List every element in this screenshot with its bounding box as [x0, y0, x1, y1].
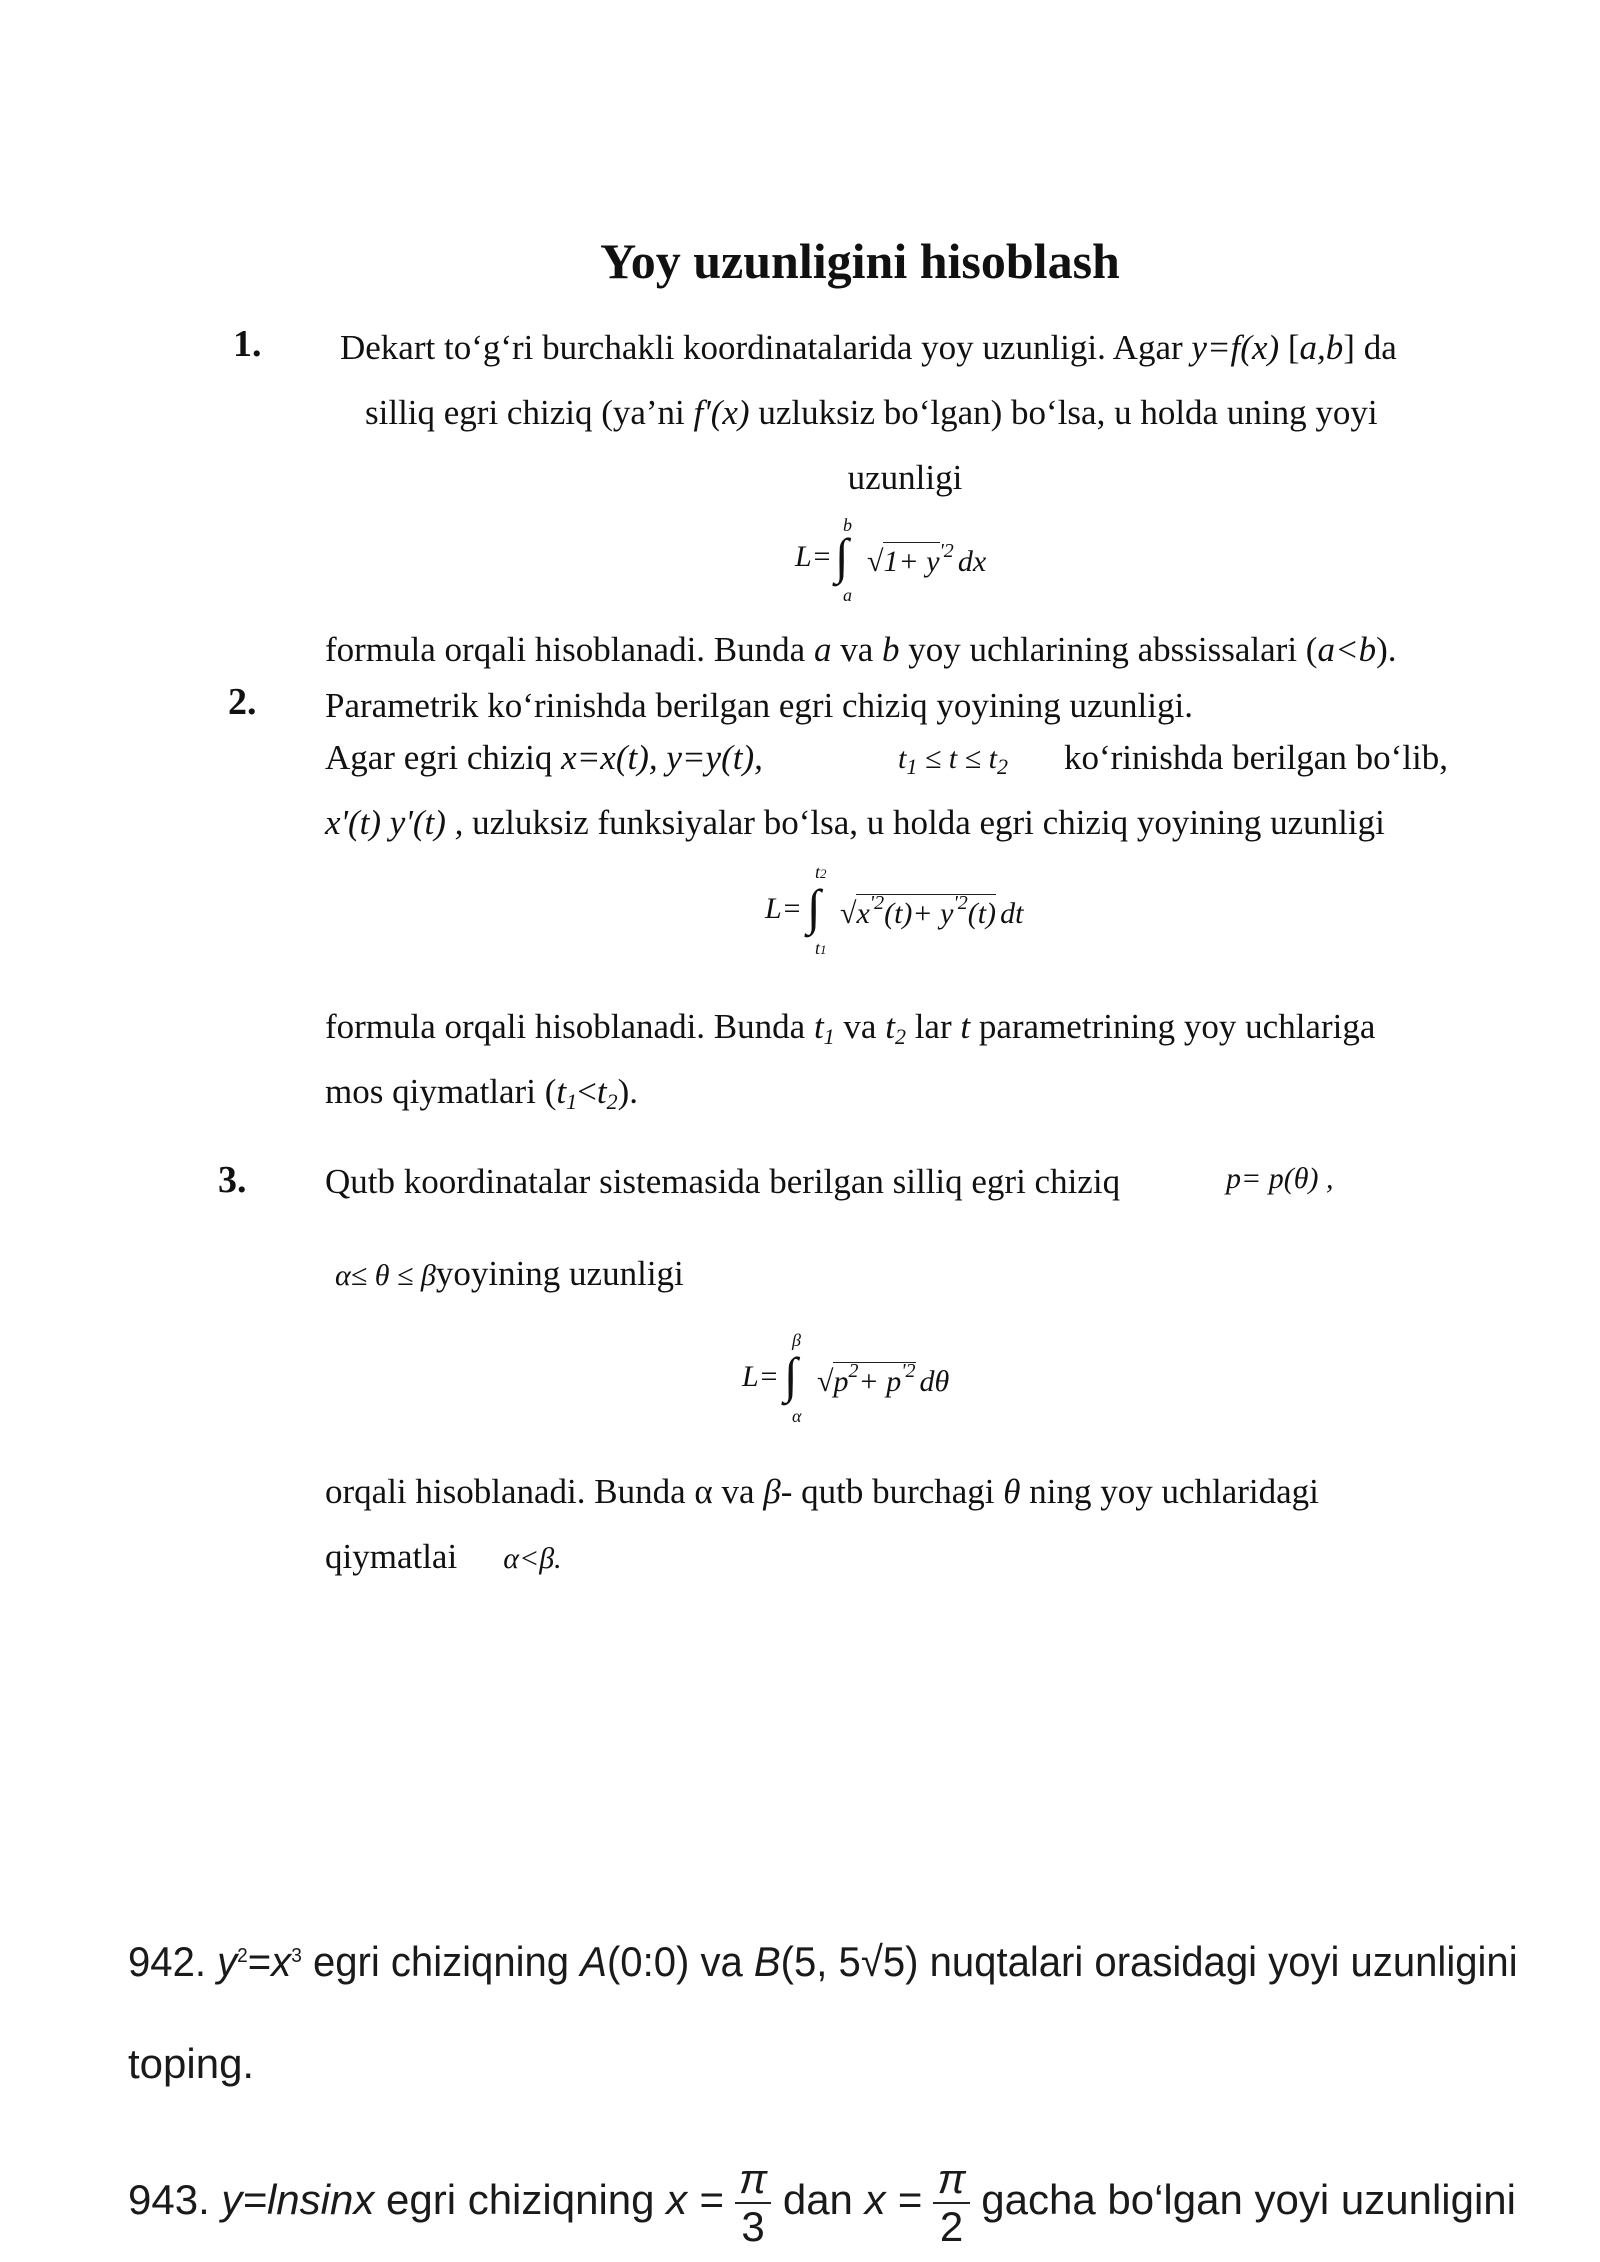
text: - qutb burchagi — [780, 1472, 1004, 1511]
text: gacha bo‘lgan yoyi uzunligini — [981, 2176, 1516, 2223]
text: a,b — [1299, 328, 1344, 367]
section-2-line-2-right: ko‘rinishda berilgan bo‘lib, — [1064, 738, 1448, 777]
section-2-line-1: Parametrik ko‘rinishda berilgan egri chiziq yoyining uzunligi. — [325, 686, 1193, 725]
text: θ — [1003, 1472, 1021, 1511]
text: x=x(t), y=y(t), — [561, 738, 763, 777]
exponent: '2 — [953, 892, 968, 914]
text: ning yoy uchlaridagi — [1020, 1472, 1319, 1511]
section-1-line-3: uzunligi — [847, 458, 963, 497]
denominator: 3 — [741, 2202, 765, 2250]
radicand — [856, 894, 996, 930]
text: uzluksiz bo‘lgan) bo‘lsa, u holda uning yoyi — [749, 393, 1378, 432]
section-1-line-2 — [365, 391, 1378, 435]
section-number-1: 1. — [233, 323, 262, 365]
text: dan — [782, 2176, 865, 2223]
text: yoyining uzunligi — [435, 1254, 684, 1293]
formula-arc-length-parametric — [765, 862, 1085, 962]
text: ). — [1376, 630, 1397, 669]
text: t — [988, 742, 997, 775]
text: (t) — [967, 897, 997, 930]
text: parametrining yoy uchlariga — [970, 1007, 1376, 1046]
text: 1 — [906, 754, 918, 779]
text: ≤ t ≤ — [917, 742, 989, 775]
text: (5, 5 — [780, 1938, 861, 1985]
lower-limit — [815, 938, 827, 959]
text: x = — [864, 2176, 922, 2223]
text: 1 — [823, 1024, 835, 1049]
text: Agar egri chiziq — [325, 738, 562, 777]
page-title: Yoy uzunligini hisoblash — [600, 233, 1120, 289]
text: formula orqali hisoblanadi. Bunda — [325, 630, 814, 669]
denominator: 2 — [939, 2202, 964, 2250]
text: silliq egri chiziq (ya’ni — [365, 393, 694, 432]
text: + p — [858, 1365, 902, 1398]
root-symbol: √ — [840, 897, 857, 930]
section-1-line-1 — [340, 326, 1397, 370]
section-3-line-2 — [335, 1252, 684, 1298]
radical — [840, 892, 1023, 931]
upper-limit: b — [843, 515, 852, 535]
text: t — [898, 742, 907, 775]
section-2-line-4 — [325, 1005, 1375, 1059]
text: (t)+ y — [884, 897, 954, 930]
text: orqali hisoblanadi. Bunda α va — [325, 1472, 764, 1511]
text: yoy uchlarining abssissalari ( — [899, 630, 1318, 669]
text: t — [815, 862, 821, 882]
text: mos qiymatlari ( — [325, 1072, 557, 1111]
section-1-line-4 — [325, 628, 1396, 672]
text: 3 — [291, 1945, 302, 1967]
parameter-range — [898, 742, 1008, 780]
text: y=lnsinx — [221, 2176, 375, 2223]
text: t — [813, 1007, 824, 1046]
radicand — [833, 1362, 915, 1398]
text: [ — [1279, 328, 1300, 367]
section-3-line-4 — [325, 1535, 562, 1581]
text: B — [753, 1938, 781, 1985]
problem-942-line-2: toping. — [128, 2040, 255, 2087]
radical — [817, 1360, 949, 1399]
text: (0:0) va — [606, 1938, 754, 1985]
text: 2 — [894, 1024, 906, 1049]
text: egri chiziqning — [374, 2176, 667, 2223]
text: y=f(x) — [1191, 328, 1280, 367]
formula-lhs: L= — [742, 1360, 779, 1393]
differential: dt — [1000, 897, 1024, 930]
text: ] da — [1343, 328, 1397, 367]
text: va — [831, 630, 882, 669]
text: t — [885, 1007, 895, 1046]
text: Dekart to‘g‘ri burchakli koordinatalarida yoy uzunligi. Agar — [340, 328, 1192, 367]
formula-arc-length-cartesian — [795, 515, 1035, 605]
problem-942-line-1 — [128, 1938, 1518, 1986]
section-number-2: 2. — [228, 681, 257, 723]
root-symbol: √ — [867, 545, 884, 578]
sqrt-five: √5 — [860, 1938, 906, 1985]
polar-equation: p= p(θ) , — [1226, 1162, 1334, 1195]
text: 1 — [820, 942, 827, 957]
root-symbol: √ — [817, 1365, 834, 1398]
text: egri chiziqning — [301, 1938, 581, 1985]
section-2-line-2-left — [325, 736, 763, 780]
section-3-line-1: Qutb koordinatalar sistemasida berilgan silliq egri chiziq — [325, 1162, 1121, 1201]
section-3-line-3 — [325, 1470, 1319, 1514]
section-number-3: 3. — [218, 1159, 247, 1201]
text: x — [856, 897, 870, 930]
exponent: '2 — [901, 1360, 916, 1382]
section-2-line-5 — [325, 1070, 638, 1124]
angle-range: α≤ θ ≤ β — [335, 1259, 436, 1292]
differential: dx — [957, 545, 987, 578]
text: t — [596, 1072, 607, 1111]
numerator: π — [933, 2156, 969, 2204]
text: t — [815, 938, 821, 958]
formula-arc-length-polar — [742, 1330, 1002, 1430]
text: x = — [666, 2176, 724, 2223]
problem-number: 942. — [128, 1938, 218, 1985]
problem-943-line-1 — [128, 2150, 1516, 2250]
text: α<β. — [503, 1542, 562, 1575]
text: qiymatlai — [325, 1537, 458, 1576]
section-2-line-3 — [325, 801, 1385, 845]
integral-sign: ∫ — [784, 1347, 798, 1403]
text: y — [217, 1938, 238, 1985]
text: 2 — [996, 754, 1008, 779]
text: x'(t) y'(t) , — [325, 803, 464, 842]
formula-lhs: L= — [765, 892, 802, 925]
text: ). — [617, 1072, 638, 1111]
text: formula orqali hisoblanadi. Bunda — [325, 1007, 814, 1046]
text: 2 — [820, 866, 827, 881]
fraction-pi-over-3 — [735, 2156, 771, 2250]
text: p — [833, 1365, 849, 1398]
text: β — [763, 1472, 781, 1511]
text: ) nuqtalari orasidagi yoyi uzunligini — [905, 1938, 1518, 1985]
radical — [867, 540, 986, 579]
fraction-pi-over-2 — [933, 2156, 969, 2250]
text: 1 — [566, 1089, 578, 1114]
text: t — [556, 1072, 567, 1111]
problem-number: 943. — [128, 2176, 222, 2223]
text: a<b — [1317, 630, 1377, 669]
text: f'(x) — [693, 393, 750, 432]
lower-limit: a — [843, 585, 852, 605]
text: va — [834, 1007, 886, 1046]
integral-sign: ∫ — [807, 879, 821, 935]
formula-lhs: L= — [795, 540, 832, 573]
text: 2 — [606, 1089, 618, 1114]
exponent: 2 — [848, 1360, 859, 1382]
upper-limit: β — [792, 1330, 801, 1350]
exponent: '2 — [869, 892, 885, 914]
text: lar — [905, 1007, 961, 1046]
text: uzluksiz funksiyalar bo‘lsa, u holda egri chiziq yoyining uzunligi — [463, 803, 1385, 842]
text: b — [881, 630, 900, 669]
exponent: '2 — [939, 540, 954, 562]
text: a — [813, 630, 832, 669]
differential: dθ — [919, 1365, 950, 1398]
text: 2 — [237, 1945, 248, 1967]
integral-sign: ∫ — [835, 528, 849, 584]
lower-limit: α — [792, 1406, 802, 1426]
text: t — [960, 1007, 971, 1046]
numerator: π — [735, 2156, 771, 2204]
text: A — [580, 1938, 607, 1985]
text: < — [577, 1072, 597, 1111]
text: x — [271, 1938, 292, 1985]
radicand: 1+ y — [883, 542, 939, 578]
text: = — [247, 1938, 272, 1985]
